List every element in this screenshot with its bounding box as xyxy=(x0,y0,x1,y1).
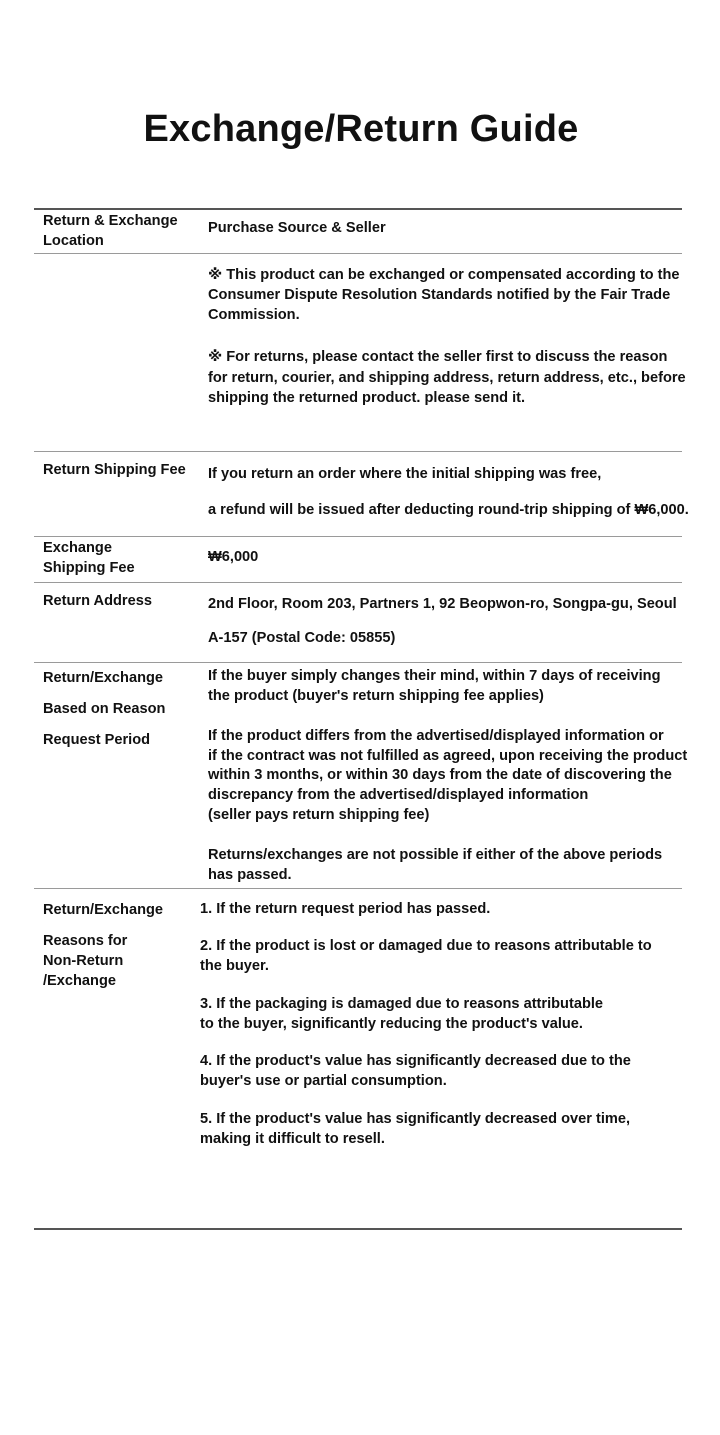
return-address-line2: A-157 (Postal Code: 05855) xyxy=(208,630,396,646)
non-return-item2-line2: the buyer. xyxy=(200,958,269,974)
non-return-item3-line1: 3. If the packaging is damaged due to reasons attributable xyxy=(200,996,604,1012)
return-address-line1: 2nd Floor, Room 203, Partners 1, 92 Beopwon-ro, Songpa-gu, Seoul xyxy=(208,596,677,612)
notice1-line3: Commission. xyxy=(208,307,300,323)
non-return-item5-line1: 5. If the product's value has significantly decreased over time, xyxy=(200,1111,631,1127)
location-label-line1: Return & Exchange xyxy=(43,213,178,229)
non-return-label-line2: Reasons for xyxy=(43,933,128,949)
non-return-label-line3: Non-Return xyxy=(43,953,124,969)
location-label-line2: Location xyxy=(43,233,104,249)
request-period-para2-line3: within 3 months, or within 30 days from the date of discovering the xyxy=(208,767,672,783)
row-divider xyxy=(34,253,682,254)
notice2-line1: ※ For returns, please contact the seller first to discuss the reason xyxy=(208,349,668,365)
page-title: Exchange/Return Guide xyxy=(143,108,579,150)
non-return-item2-line1: 2. If the product is lost or damaged due to reasons attributable to xyxy=(200,938,652,954)
non-return-item5-line2: making it difficult to resell. xyxy=(200,1131,385,1147)
request-period-para3-line1: Returns/exchanges are not possible if either of the above periods xyxy=(208,847,663,863)
row-divider xyxy=(34,888,682,889)
row-divider xyxy=(34,451,682,452)
request-period-label-line1: Return/Exchange xyxy=(43,670,164,686)
non-return-item3-line2: to the buyer, significantly reducing the product's value. xyxy=(200,1016,583,1032)
row-divider xyxy=(34,662,682,663)
table-top-divider xyxy=(34,208,682,210)
non-return-item4-line1: 4. If the product's value has significantly decreased due to the xyxy=(200,1053,631,1069)
request-period-para1-line2: the product (buyer's return shipping fee applies) xyxy=(208,688,544,704)
notice1-line2: Consumer Dispute Resolution Standards notified by the Fair Trade xyxy=(208,287,671,303)
request-period-label-line2: Based on Reason xyxy=(43,701,166,717)
request-period-para2-line4: discrepancy from the advertised/displayed information xyxy=(208,787,589,803)
row-divider xyxy=(34,536,682,537)
exchange-fee-value: ₩6,000 xyxy=(208,549,259,565)
return-fee-line2: a refund will be issued after deducting round-trip shipping of ₩6,000. xyxy=(208,502,689,518)
request-period-para3-line2: has passed. xyxy=(208,867,292,883)
non-return-label-line1: Return/Exchange xyxy=(43,902,164,918)
notice2-line2: for return, courier, and shipping address, return address, etc., before xyxy=(208,370,686,386)
non-return-item1-line1: 1. If the return request period has passed. xyxy=(200,901,491,917)
non-return-item4-line2: buyer's use or partial consumption. xyxy=(200,1073,447,1089)
exchange-fee-label-line1: Exchange xyxy=(43,540,112,556)
request-period-para2-line1: If the product differs from the advertised/displayed information or xyxy=(208,728,664,744)
exchange-fee-label-line2: Shipping Fee xyxy=(43,560,135,576)
return-fee-line1: If you return an order where the initial shipping was free, xyxy=(208,466,602,482)
row-divider xyxy=(34,582,682,583)
table-bottom-divider xyxy=(34,1228,682,1230)
notice1-line1: ※ This product can be exchanged or compensated according to the xyxy=(208,267,680,283)
location-value: Purchase Source & Seller xyxy=(208,220,386,236)
request-period-label-line3: Request Period xyxy=(43,732,151,748)
return-fee-label: Return Shipping Fee xyxy=(43,462,186,478)
request-period-para1-line1: If the buyer simply changes their mind, within 7 days of receiving xyxy=(208,668,661,684)
notice2-line3: shipping the returned product. please send it. xyxy=(208,390,526,406)
request-period-para2-line2: if the contract was not fulfilled as agreed, upon receiving the product xyxy=(208,748,688,764)
non-return-label-line4: /Exchange xyxy=(43,973,116,989)
request-period-para2-line5: (seller pays return shipping fee) xyxy=(208,807,430,823)
return-address-label: Return Address xyxy=(43,593,152,609)
